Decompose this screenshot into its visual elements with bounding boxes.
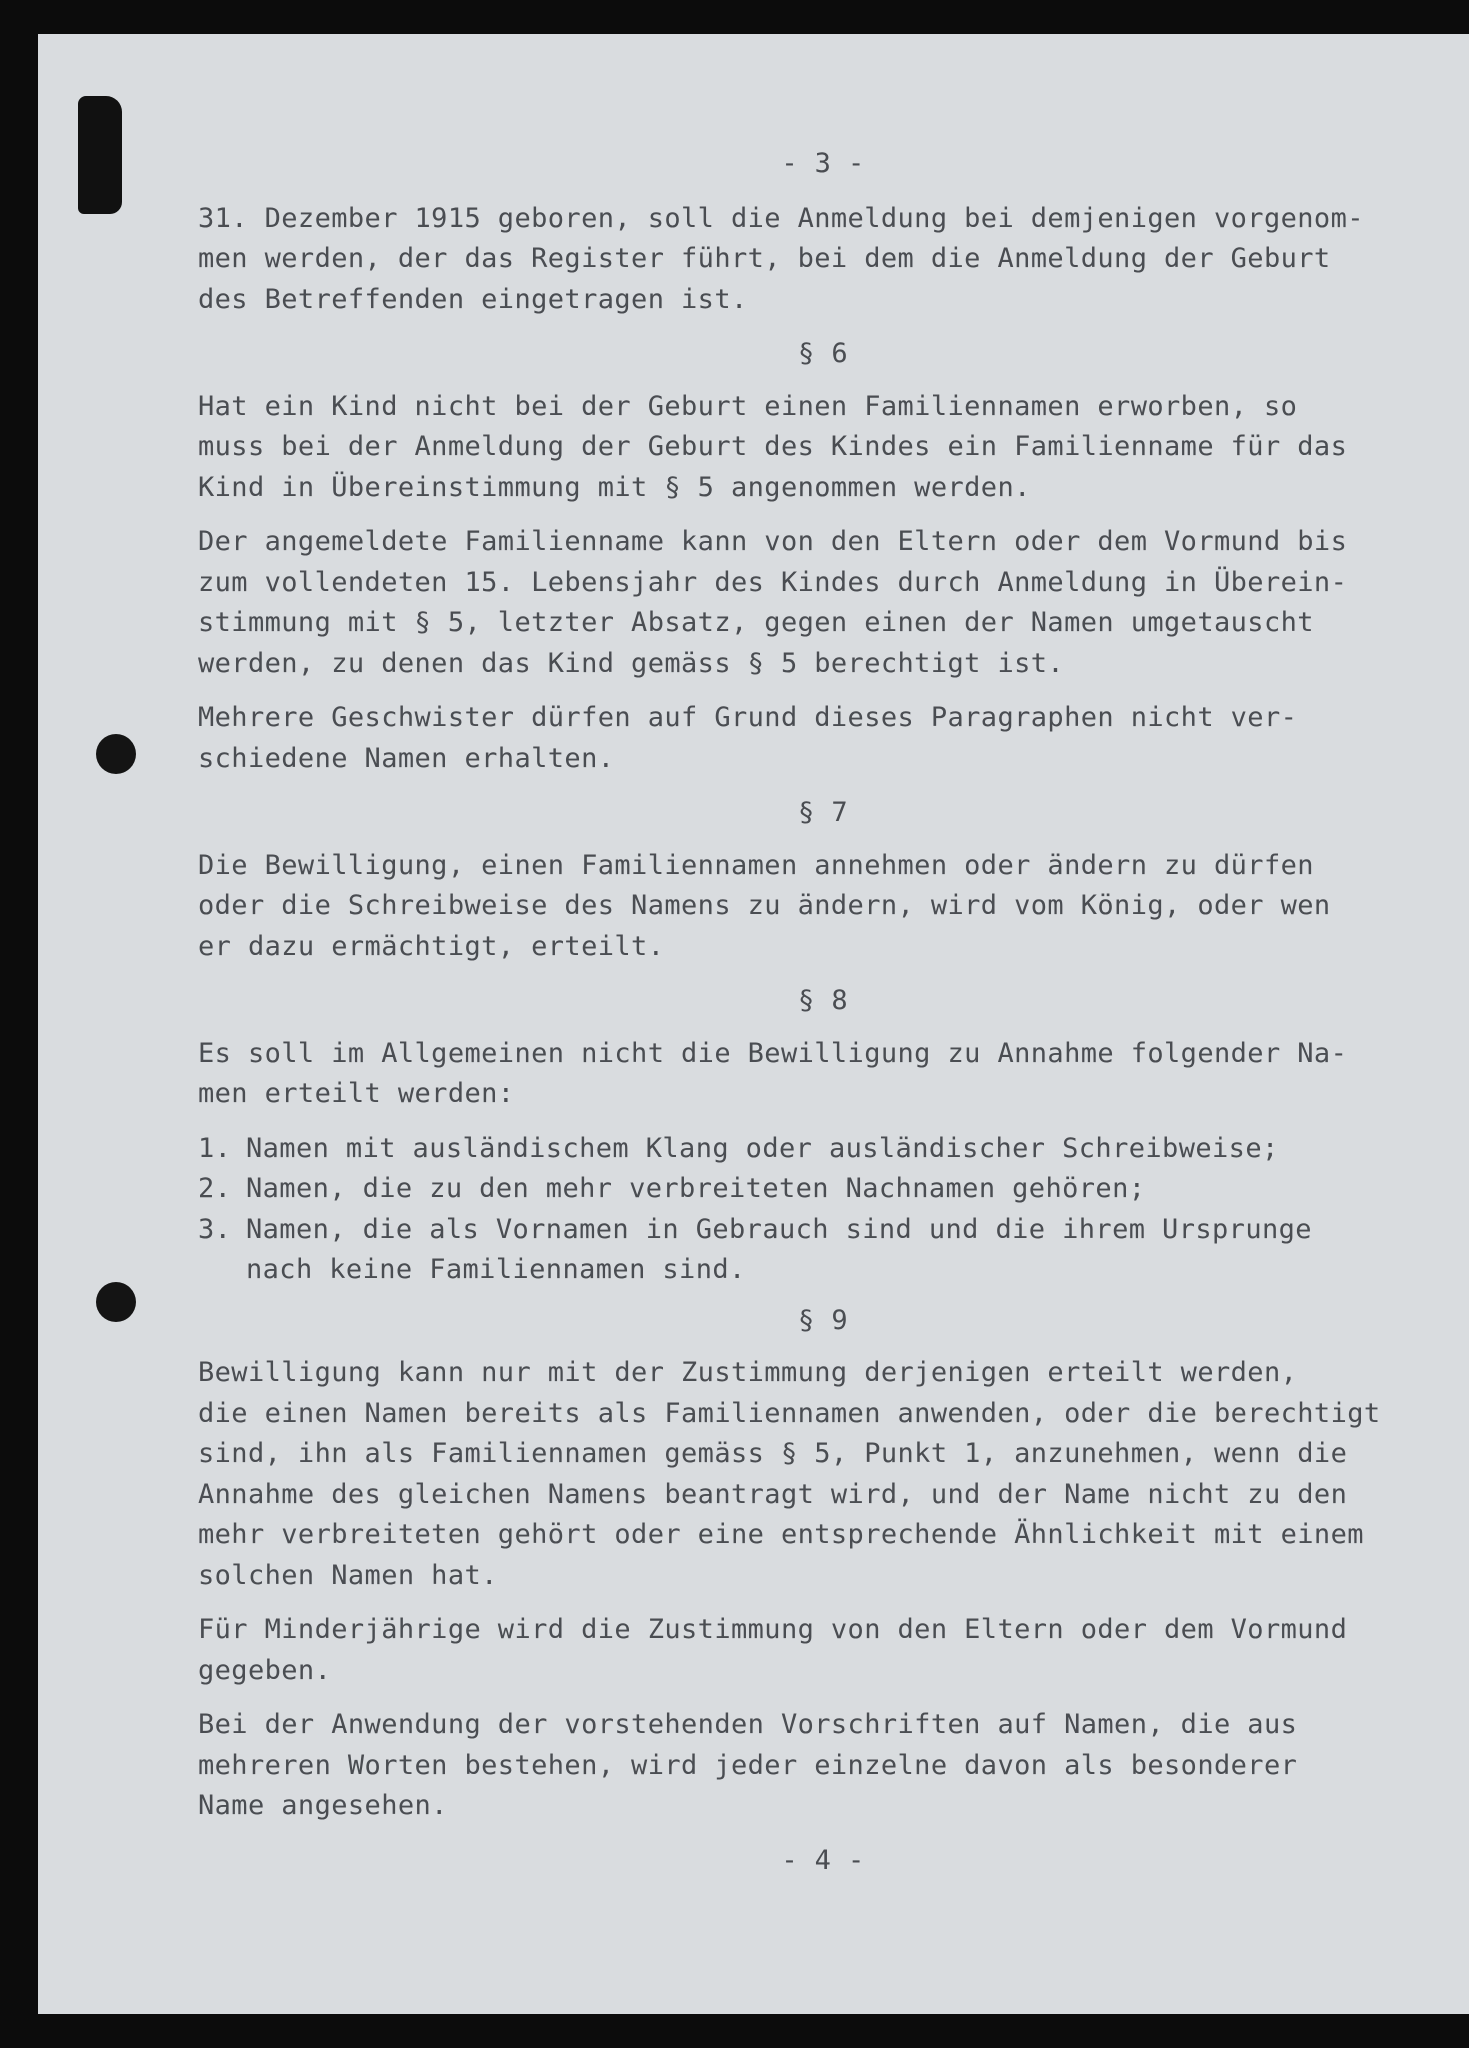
section-heading: § 6: [798, 338, 848, 369]
list-item-number: 2.: [198, 1173, 232, 1204]
document-body: [198, 144, 1448, 1881]
list-item-text: Namen, die als Vornamen in Gebrauch sind und die ihrem Ursprunge nach keine Familiennamen sind.: [246, 1213, 1312, 1285]
paragraph: Es soll im Allgemeinen nicht die Bewilligung zu Annahme folgender Na- men erteilt werden:: [198, 1037, 1348, 1109]
section-heading: § 8: [798, 985, 848, 1016]
document-page: [38, 34, 1469, 2014]
list-item-number: 3.: [198, 1213, 232, 1245]
paragraph: Bewilligung kann nur mit der Zustimmung derjenigen erteilt werden, die einen Namen bereits als Familiennamen anwenden, oder die berechtigt sind, ihn als Familiennamen gemäss § 5, Punkt 1, anzunehmen, wenn die Annahme des gleichen Namens beantragt wird, und der Name nicht zu den mehr verbreiteten gehört oder eine entsprechende Ähnlichkeit mit einem solchen Namen hat.: [198, 1357, 1381, 1591]
content-blocks: [198, 199, 1448, 1827]
punch-hole: [96, 1282, 136, 1322]
paragraph: Für Minderjährige wird die Zustimmung von den Eltern oder dem Vormund gegeben.: [198, 1614, 1348, 1686]
list-item: [198, 1129, 1448, 1170]
page-number: - 3 -: [781, 148, 865, 179]
paragraph: Der angemeldete Familienname kann von den Eltern oder dem Vormund bis zum vollendeten 15. Lebensjahr des Kindes durch Anmeldung in Überein- stimmung mit § 5, letzter Absatz, gegen einen der Namen umgetauscht werden, zu denen das Kind gemäss § 5 berechtigt ist.: [198, 526, 1348, 679]
next-page-number: - 4 -: [781, 1844, 865, 1876]
section-heading: § 7: [798, 797, 848, 828]
paragraph: Bei der Anwendung der vorstehenden Vorschriften auf Namen, die aus mehreren Worten bestehen, wird jeder einzelne davon als besonderer Name angesehen.: [198, 1709, 1298, 1821]
list-item-text: Namen, die zu den mehr verbreiteten Nachnamen gehören;: [246, 1173, 1146, 1204]
paragraph: Die Bewilligung, einen Familiennamen annehmen oder ändern zu dürfen oder die Schreibweise des Namens zu ändern, wird vom König, oder wen er dazu ermächtigt, erteilt.: [198, 849, 1331, 962]
numbered-list: [198, 1129, 1448, 1291]
paragraph: Mehrere Geschwister dürfen auf Grund dieses Paragraphen nicht ver- schiedene Namen erhalten.: [198, 702, 1298, 774]
ink-mark: [78, 96, 122, 214]
section-heading: § 9: [798, 1304, 848, 1336]
paragraph: Hat ein Kind nicht bei der Geburt einen Familiennamen erworben, so muss bei der Anmeldung der Geburt des Kindes ein Familienname für das Kind in Übereinstimmung mit § 5 angenommen werden.: [198, 390, 1348, 503]
list-item-text: Namen mit ausländischem Klang oder ausländischer Schreibweise;: [246, 1132, 1279, 1164]
list-item: [198, 1169, 1448, 1210]
paragraph: 31. Dezember 1915 geboren, soll die Anmeldung bei demjenigen vorgenom- men werden, der das Register führt, bei dem die Anmeldung der Geburt des Betreffenden eingetragen ist.: [198, 202, 1364, 315]
list-item-number: 1.: [198, 1132, 232, 1164]
punch-hole: [96, 734, 136, 774]
list-item: [198, 1210, 1448, 1291]
